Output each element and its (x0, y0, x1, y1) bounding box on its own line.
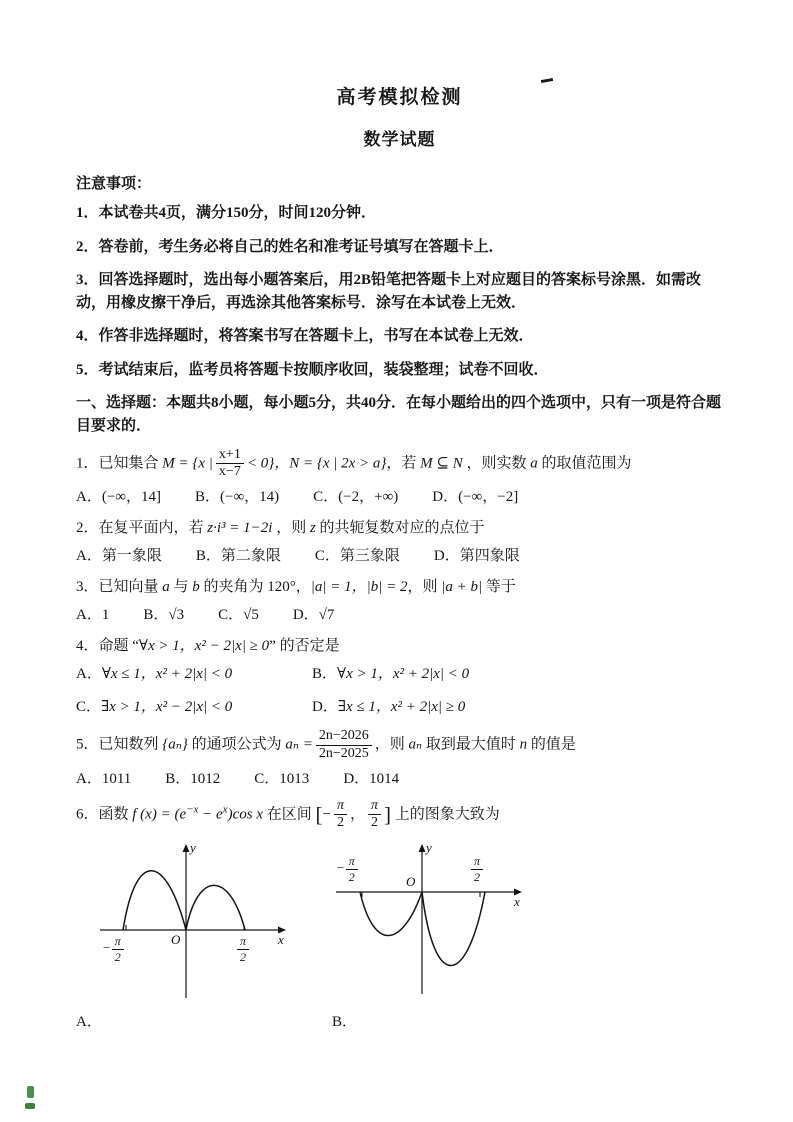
q6-interval-fraction-left (334, 798, 347, 833)
q2-option-b: B．第二象限 (195, 548, 281, 565)
q4-text-1: 4．命题 “ (76, 638, 139, 655)
q4-option-b (312, 662, 723, 683)
q5-option-c: C．1013 (254, 770, 310, 787)
q6-interval-minus: − (322, 806, 331, 823)
graph-b-right-tick-label (470, 854, 484, 884)
q3-text-1: 3．已知向量 (76, 579, 163, 596)
q5-term: aₙ = (285, 736, 313, 753)
page-subtitle: 数学试题 (363, 130, 436, 149)
notice-heading: 注意事项： (76, 176, 152, 192)
q6-graphs (98, 842, 723, 1002)
notice-item-4: 4．作答非选择题时，将答案书写在答题卡上，书写在本试卷上无效． (76, 328, 534, 344)
q5-fraction (316, 728, 372, 763)
q5-text-1: 5．已知数列 (76, 736, 163, 753)
q1-var-a: a (530, 455, 538, 472)
graph-a-left-num: π (112, 934, 124, 949)
q2-option-a: A．第一象限 (76, 548, 162, 565)
q6-graph-a-letter: A． (76, 1014, 102, 1031)
q5-text-3: ，则 (374, 736, 409, 753)
q6-bracket-close: ] (384, 802, 392, 827)
q5-text-4: 取到最大值时 (422, 736, 520, 753)
q4-option-b-label: B． (312, 666, 338, 683)
graph-a-left-tick-label (102, 934, 125, 964)
q4-option-d-text: ∃x ≤ 1，x² + 2|x| ≥ 0 (337, 699, 466, 716)
q3-vector-b: b (192, 579, 200, 596)
graph-a-right-fraction (237, 934, 249, 964)
q4-option-d (312, 695, 723, 716)
q1-subset-expr: M ⊆ N (420, 455, 463, 472)
question-1 (76, 447, 723, 482)
q4-option-a (76, 662, 312, 683)
notice-item-2: 2．答卷前，考生务必将自己的姓名和准考证号填写在答题卡上． (76, 238, 504, 255)
q6-interval-left-num: π (334, 798, 347, 816)
q3-option-d: D．√7 (292, 607, 335, 624)
graph-b-y-axis-label: y (426, 840, 432, 856)
graph-b-left-num: π (346, 854, 358, 869)
q6-function-3: )cos x (227, 806, 263, 823)
q1-option-a: A．(−∞，14] (76, 489, 161, 506)
notice-item-3: 3．回答选择题时，选出每小题答案后，用2B铅笔把答题卡上对应题目的答案标号涂黑．如需改动，用橡皮擦干净后，再选涂其他答案标号．涂写在本试卷上无效． (76, 272, 702, 311)
graph-b-left-den: 2 (348, 869, 355, 884)
q5-sequence: {aₙ} (162, 736, 188, 753)
graph-b-right-fraction (471, 854, 483, 884)
q3-text-5: 等于 (482, 579, 516, 596)
graph-a-x-axis-label: x (278, 932, 284, 948)
graph-b-plot (334, 842, 524, 1002)
graph-b-left-fraction (346, 854, 358, 884)
q6-exponent-2: x (222, 803, 228, 816)
q3-magnitudes: |a| = 1，|b| = 2 (310, 579, 408, 596)
q6-interval-comma: ， (350, 806, 366, 823)
q1-option-c: C．(−2，+∞) (313, 489, 399, 506)
q1-fraction (216, 447, 244, 482)
graph-a-left-den: 2 (114, 949, 121, 964)
q1-prefix: 1．已知集合 (76, 455, 163, 472)
page-title: 高考模拟检测 (336, 87, 463, 108)
q1-mid2: ，则实数 (462, 455, 531, 472)
q1-set-open: M = {x | (162, 455, 213, 472)
q5-text-5: 的值是 (527, 736, 576, 753)
q4-option-c-text: ∃x > 1，x² − 2|x| < 0 (101, 699, 233, 716)
q2-options (76, 544, 723, 565)
q6-text-2: 在区间 (263, 806, 316, 823)
question-4 (76, 634, 723, 658)
graph-b-origin-label: O (406, 874, 416, 890)
q4-proposition: ∀x > 1，x² − 2|x| ≥ 0 (138, 638, 270, 655)
q3-text-2: 与 (169, 579, 193, 596)
graph-b-right-num: π (471, 854, 483, 869)
q6-graph-b-letter: B． (332, 1014, 358, 1031)
q3-sum-magnitude: |a + b| (441, 579, 483, 596)
q3-option-b: B．√3 (143, 607, 185, 624)
scan-artifact-bottom-1 (27, 1086, 34, 1098)
graph-a-right-num: π (237, 934, 249, 949)
graph-a-right-den: 2 (240, 949, 246, 964)
q3-options (76, 603, 723, 624)
q5-fraction-denominator: 2n−2025 (318, 745, 369, 761)
q6-interval-fraction-right (368, 798, 381, 833)
q1-options (76, 485, 723, 506)
q5-options (76, 767, 723, 788)
q6-interval-right-num: π (368, 798, 381, 816)
graph-a-left-fraction (112, 934, 124, 964)
q6-interval-left-den: 2 (336, 815, 344, 831)
q5-option-d: D．1014 (343, 770, 400, 787)
q6-function-1: f (x) = (e (132, 806, 187, 823)
q1-option-d: D．(−∞，−2] (432, 489, 519, 506)
graph-a-y-axis-label: y (190, 840, 196, 856)
q4-option-c (76, 695, 312, 716)
graph-a-plot (98, 842, 288, 1002)
scan-artifact-bottom-2 (25, 1103, 35, 1109)
q5-option-b: B．1012 (165, 770, 221, 787)
q6-text-1: 6．函数 (76, 806, 133, 823)
question-6 (76, 798, 723, 833)
graph-option-a (98, 842, 288, 1002)
q2-text-2: ，则 (272, 520, 310, 537)
q5-var-n: n (519, 736, 528, 753)
q1-option-b: B．(−∞，14) (194, 489, 280, 506)
q4-option-c-label: C． (76, 699, 102, 716)
q3-option-c: C．√5 (218, 607, 259, 624)
graph-option-b (334, 842, 524, 1002)
q6-graph-letters (76, 1010, 723, 1031)
notice-item-5: 5．考试结束后，监考员将答题卡按顺序收回，装袋整理；试卷不回收． (76, 361, 549, 378)
q4-option-a-text: ∀x ≤ 1，x² + 2|x| < 0 (101, 666, 233, 683)
section-one-heading: 一、选择题：本题共8小题，每小题5分，共40分．在每小题给出的四个选项中，只有一项是符合题目要求的． (76, 395, 722, 435)
graph-a-right-tick-label (236, 934, 250, 964)
q6-bracket-open: [ (315, 802, 323, 827)
q4-text-2: ” 的否定是 (269, 638, 340, 655)
q5-option-a: A．1011 (76, 770, 132, 787)
question-2 (76, 516, 723, 540)
graph-b-left-minus: − (336, 860, 345, 876)
q6-function-2: − e (198, 806, 223, 823)
q1-suffix: 的取值范围为 (537, 455, 632, 472)
q3-text-3: 的夹角为 120°， (199, 579, 311, 596)
q2-option-c: C．第三象限 (314, 548, 400, 565)
q6-text-3: 上的图象大致为 (391, 806, 500, 823)
notice-item-1: 1．本试卷共4页，满分150分，时间120分钟． (76, 205, 377, 221)
q3-text-4: ，则 (407, 579, 442, 596)
q2-text-3: 的共轭复数对应的点位于 (315, 520, 485, 537)
q4-option-b-text: ∀x > 1，x² + 2|x| < 0 (337, 666, 470, 683)
q2-math-2: z (309, 520, 316, 537)
q5-fraction-numerator: 2n−2026 (316, 728, 372, 746)
q1-set-close: < 0}，N = {x | 2x > a} (246, 455, 387, 472)
q2-option-d: D．第四象限 (433, 548, 520, 565)
graph-b-left-tick-label (336, 854, 359, 884)
q6-exponent-1: −x (186, 803, 199, 816)
q1-mid: ，若 (386, 455, 421, 472)
graph-a-left-minus: − (102, 940, 111, 956)
q3-vector-a: a (162, 579, 170, 596)
q6-interval-right-den: 2 (371, 815, 379, 831)
q2-text-1: 2．在复平面内，若 (76, 520, 208, 537)
q4-options (76, 662, 723, 716)
graph-b-right-den: 2 (474, 869, 480, 884)
question-5 (76, 728, 723, 763)
q5-text-2: 的通项公式为 (187, 736, 286, 753)
q5-term-2: aₙ (408, 736, 423, 753)
question-3 (76, 575, 723, 599)
q1-fraction-numerator: x+1 (216, 447, 244, 465)
q1-fraction-denominator: x−7 (218, 464, 241, 480)
q3-option-a: A．1 (76, 607, 110, 624)
graph-b-x-axis-label: x (514, 894, 520, 910)
q4-option-d-label: D． (312, 699, 338, 716)
q2-math-1: z·i³ = 1−2i (207, 520, 273, 537)
q4-option-a-label: A． (76, 666, 102, 683)
graph-a-origin-label: O (171, 932, 181, 948)
